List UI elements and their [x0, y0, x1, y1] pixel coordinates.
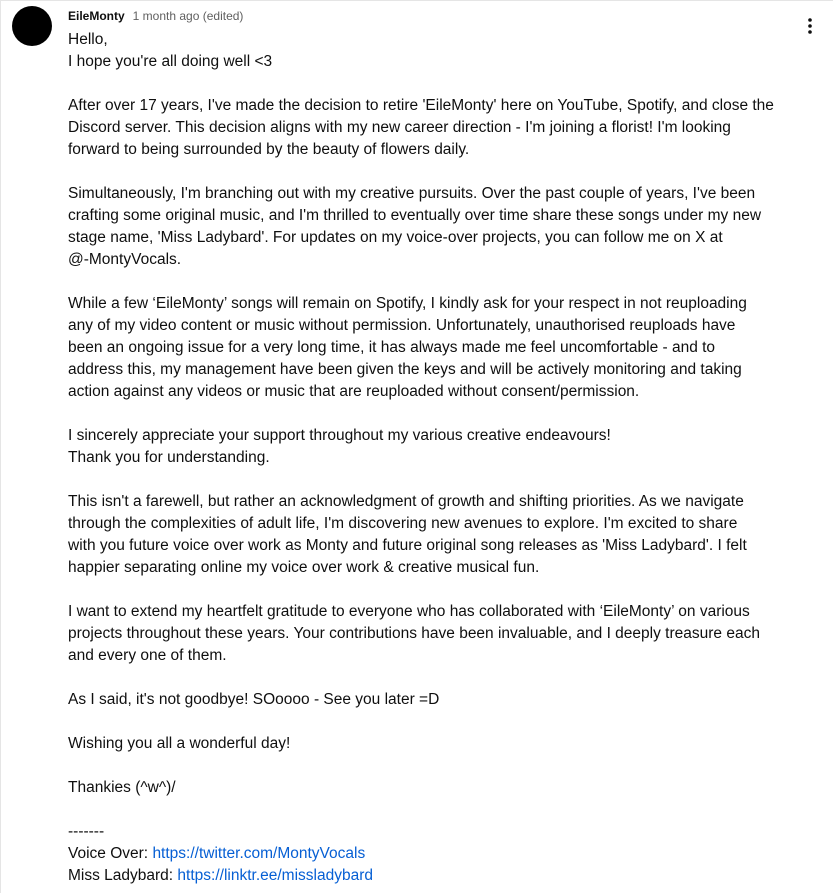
comment-text-line: This isn't a farewell, but rather an acknowledgment of growth and shifting priorities. As we navigate — [68, 493, 744, 510]
comment-text-line: I want to extend my heartfelt gratitude to everyone who has collaborated with ‘EileMonty’ on various — [68, 603, 750, 620]
paragraph-gap — [68, 403, 820, 425]
comment-text-line: with you future voice over work as Monty and future original song releases as 'Miss Ladybard'. I felt — [68, 537, 747, 554]
comment-text-line: Thankies (^w^)/ — [68, 779, 176, 796]
paragraph-gap — [68, 755, 820, 777]
comment-text-line: Discord server. This decision aligns with my new career direction - I'm joining a florist! I'm looking — [68, 119, 731, 136]
comment-text-line: and every one of them. — [68, 647, 227, 664]
link-label: Voice Over: — [68, 845, 153, 862]
paragraph-gap — [68, 667, 820, 689]
comment-body — [68, 29, 820, 887]
paragraph-gap — [68, 73, 820, 95]
link-line — [68, 843, 820, 865]
comment-text-line: stage name, 'Miss Ladybard'. For updates on my voice-over projects, you can follow me on X at — [68, 229, 723, 246]
paragraph-gap — [68, 469, 820, 491]
link-line — [68, 865, 820, 887]
paragraph-gap — [68, 579, 820, 601]
comment-text-line: crafting some original music, and I'm thrilled to eventually over time share these songs under my new — [68, 207, 762, 224]
paragraph-gap — [68, 799, 820, 821]
comment-text-line: action against any videos or music that are reuploaded without consent/permission. — [68, 383, 640, 400]
comment-text-line: address this, my management have been given the keys and will be actively monitoring and taking — [68, 361, 742, 378]
comment-text-line: through the complexities of adult life, I'm discovering new avenues to explore. I'm excited to share — [68, 515, 738, 532]
author-name[interactable]: EileMonty — [68, 9, 125, 23]
comment-text-line: After over 17 years, I've made the decision to retire 'EileMonty' here on YouTube, Spotify, and close the — [68, 97, 774, 114]
paragraph-gap — [68, 271, 820, 293]
comment-text-line: Thank you for understanding. — [68, 449, 270, 466]
comment-text-line: I sincerely appreciate your support throughout my various creative endeavours! — [68, 427, 611, 444]
link-label: Miss Ladybard: — [68, 867, 178, 884]
comment-text-line: happier separating online my voice over work & creative musical fun. — [68, 559, 540, 576]
external-link[interactable]: https://linktr.ee/missladybard — [177, 867, 373, 884]
paragraph-gap — [68, 161, 820, 183]
comment-text-line: been an ongoing issue for a very long time, it has always made me feel uncomfortable - and to — [68, 339, 716, 356]
comment-timestamp[interactable]: 1 month ago (edited) — [132, 9, 244, 23]
comment-text-line: @-MontyVocals. — [68, 251, 182, 268]
comment-text-line: As I said, it's not goodbye! SOoooo - See you later =D — [68, 691, 440, 708]
comment-text-line: Hello, — [68, 31, 108, 48]
comment-text-line: Wishing you all a wonderful day! — [68, 735, 291, 752]
comment-text-line: Simultaneously, I'm branching out with my creative pursuits. Over the past couple of years, I've been — [68, 185, 756, 202]
comment-text-line: I hope you're all doing well <3 — [68, 53, 273, 70]
left-border — [0, 0, 1, 893]
separator-line: ------- — [68, 823, 105, 840]
comment-text-line: projects throughout these years. Your contributions have been invaluable, and I deeply treasure each — [68, 625, 760, 642]
comment-header — [68, 8, 243, 24]
top-border — [0, 0, 833, 1]
comment-text-line: any of my video content or music without permission. Unfortunately, unauthorised reuploads have — [68, 317, 736, 334]
avatar[interactable] — [12, 6, 52, 46]
comment-text-line: While a few ‘EileMonty’ songs will remain on Spotify, I kindly ask for your respect in not reuploading — [68, 295, 747, 312]
paragraph-gap — [68, 711, 820, 733]
external-link[interactable]: https://twitter.com/MontyVocals — [152, 845, 366, 862]
comment-text-line: forward to being surrounded by the beauty of flowers daily. — [68, 141, 470, 158]
